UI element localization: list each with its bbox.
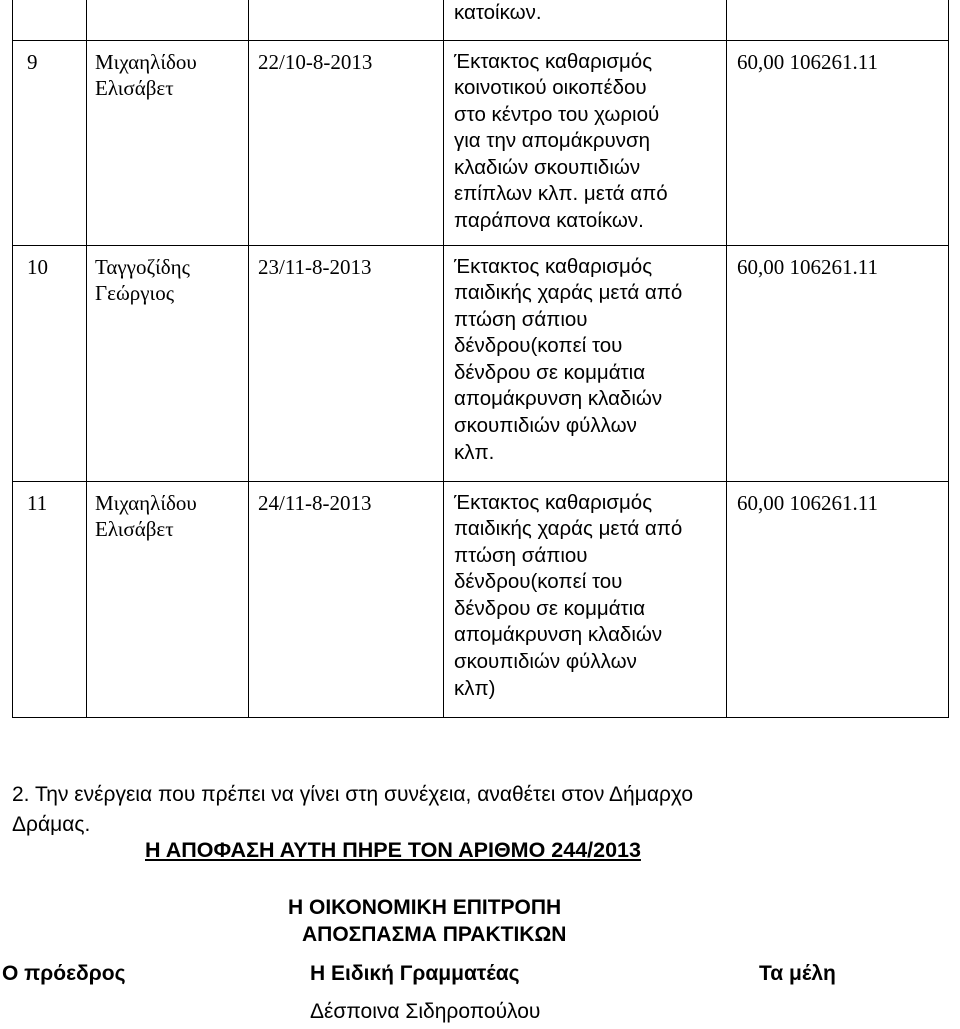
desc-line: κλπ.: [454, 440, 495, 464]
table-row: [13, 40, 949, 245]
desc-line: απομάκρυνση κλαδιών: [454, 387, 663, 411]
table-row-continued: [13, 0, 949, 40]
decision-number: Η ΑΠΟΦΑΣΗ ΑΥΤΗ ΠΗΡΕ ΤΟΝ ΑΡΙΘΜΟ 244/2013: [145, 838, 641, 862]
desc-tail: κατοίκων.: [454, 1, 542, 24]
row-date: 24/11-8-2013: [258, 490, 372, 515]
row-number: 9: [27, 49, 38, 74]
desc-line: Έκτακτος καθαρισμός: [454, 49, 653, 73]
budget-code: 106261.11: [789, 254, 878, 279]
desc-line: Έκτακτος καθαρισμός: [454, 490, 653, 514]
secretary-label: Η Ειδική Γραμματέας: [310, 962, 520, 985]
name-last: Ελισάβετ: [95, 76, 174, 101]
desc-line: κλπ): [454, 676, 496, 700]
desc-line: για την απομάκρυνση: [454, 129, 650, 153]
desc-line: πτώση σάπιου: [454, 543, 588, 567]
amount: 60,00: [737, 254, 785, 279]
desc-line: στο κέντρο του χωριού: [454, 102, 660, 126]
budget-code: 106261.11: [789, 490, 878, 515]
amount: 60,00: [737, 49, 785, 74]
desc-line: πτώση σάπιου: [454, 307, 588, 331]
desc-line: απομάκρυνση κλαδιών: [454, 623, 663, 647]
row-date: 22/10-8-2013: [258, 49, 373, 74]
desc-line: σκουπιδιών φύλλων: [454, 650, 637, 674]
committee-title: Η ΟΙΚΟΝΟΜΙΚΗ ΕΠΙΤΡΟΠΗ: [288, 896, 562, 919]
name-first: Μιχαηλίδου: [95, 490, 197, 515]
row-number: 11: [27, 490, 48, 515]
instruction-paragraph: [12, 780, 948, 840]
desc-line: δένδρου(κοπεί του: [454, 570, 623, 594]
payments-table: [12, 0, 949, 718]
desc-line: επίπλων κλπ. μετά από: [454, 182, 668, 206]
name-last: Ελισάβετ: [95, 517, 174, 542]
desc-line: σκουπιδιών φύλλων: [454, 414, 637, 438]
president-label: Ο πρόεδρος: [2, 962, 126, 985]
row-number: 10: [27, 254, 48, 279]
name-first: Ταγγοζίδης: [95, 254, 190, 279]
table-row: [13, 245, 949, 481]
paragraph-line: Δράμας.: [12, 813, 91, 836]
table-row: [13, 481, 949, 717]
desc-line: παιδικής χαράς μετά από: [454, 517, 683, 541]
budget-code: 106261.11: [789, 49, 878, 74]
extract-title: ΑΠΟΣΠΑΣΜΑ ΠΡΑΚΤΙΚΩΝ: [302, 923, 567, 946]
amount: 60,00: [737, 490, 785, 515]
paragraph-line: 2. Την ενέργεια που πρέπει να γίνει στη συνέχεια, αναθέτει στον Δήμαρχο: [12, 783, 694, 806]
desc-line: παράπονα κατοίκων.: [454, 209, 644, 233]
desc-line: δένδρου σε κομμάτια: [454, 596, 646, 620]
desc-line: δένδρου σε κομμάτια: [454, 360, 646, 384]
desc-line: Έκτακτος καθαρισμός: [454, 254, 653, 278]
members-label: Τα μέλη: [759, 962, 836, 985]
desc-line: παιδικής χαράς μετά από: [454, 281, 683, 305]
desc-line: κοινοτικού οικοπέδου: [454, 76, 647, 100]
row-date: 23/11-8-2013: [258, 254, 372, 279]
desc-line: δένδρου(κοπεί του: [454, 334, 623, 358]
secretary-name: Δέσποινα Σιδηροπούλου: [310, 1000, 541, 1023]
name-first: Μιχαηλίδου: [95, 49, 197, 74]
desc-line: κλαδιών σκουπιδιών: [454, 155, 641, 179]
name-last: Γεώργιος: [95, 281, 175, 306]
